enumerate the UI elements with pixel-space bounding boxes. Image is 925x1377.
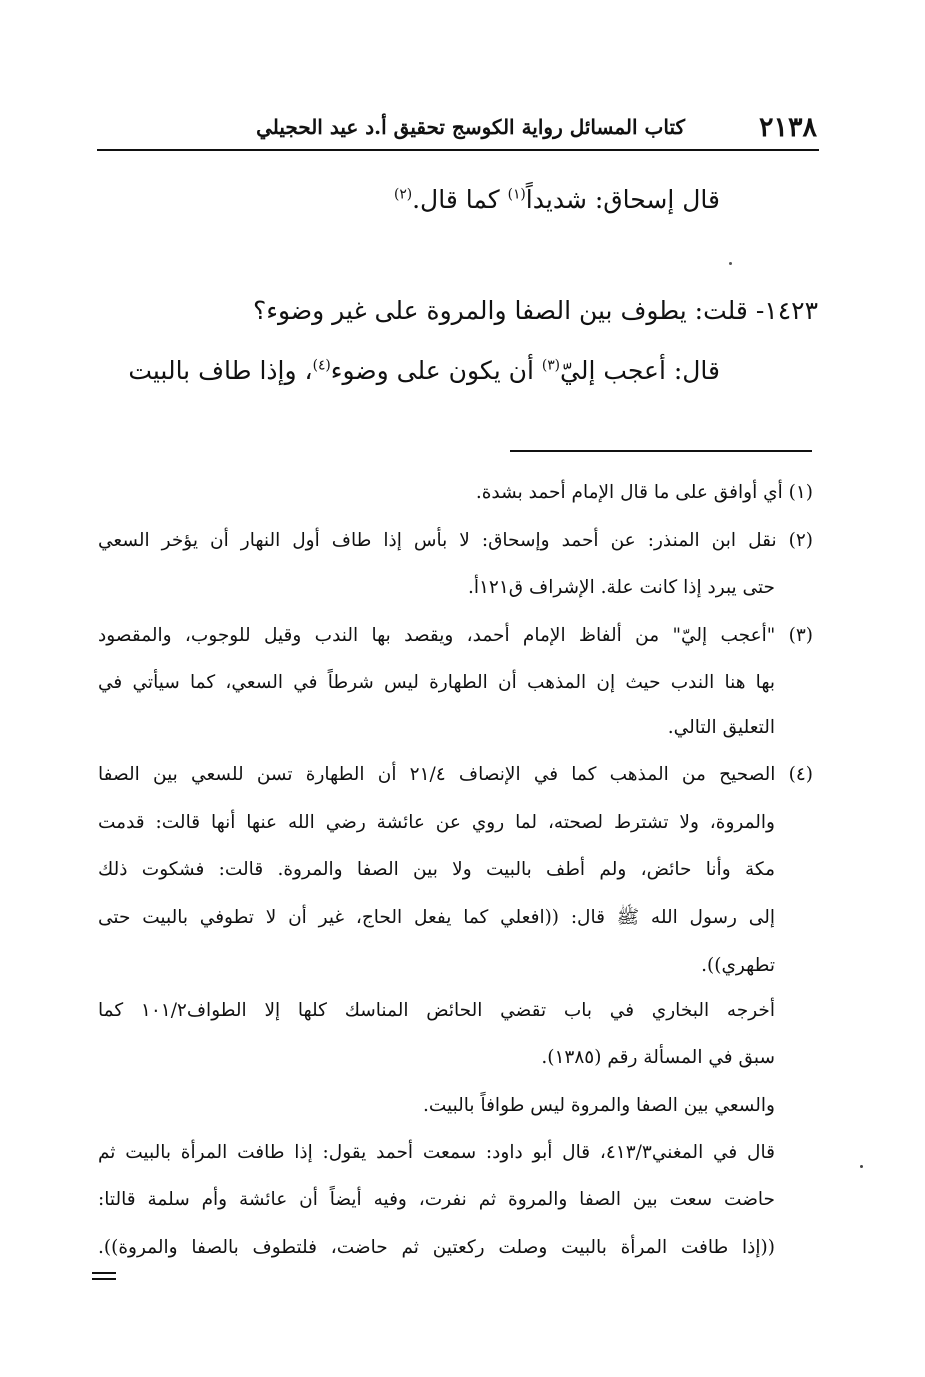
main-line-1-text-b: كما قال. [412,185,508,214]
question-1423: ١٤٢٣- قلت: يطوف بين الصفا والمروة على غير وضوء؟ [252,296,818,325]
footnote-3-line-3: التعليق التالي. [667,717,775,738]
continuation-mark-top [92,1272,116,1274]
footnote-2-line-1: (٢) نقل ابن المنذر: عن أحمد وإسحاق: لا بأس إذا طاف أول النهار أن يؤخر السعي [98,530,813,551]
footnote-4-line-8: والسعي بين الصفا والمروة ليس طوافاً بالبيت. [422,1095,775,1116]
footnote-ref-4: (٤) [312,357,331,374]
footnote-4-line-10: حاضت سعت بين الصفا والمروة ثم نفرت، وفيه أيضاً أن عائشة وأم سلمة قالتا: [98,1189,775,1210]
footnote-4-line-5: تطهري)). [701,955,775,976]
main-line-3-text-b: أن يكون على وضوء [330,356,542,385]
scan-speck [729,262,732,265]
footnote-ref-2: (٢) [393,186,413,203]
main-line-3-text-a: قال: أعجب إليّ [560,356,720,385]
footnote-3-line-1: (٣) "أعجب إليّ" من ألفاظ الإمام أحمد، ويقصد بها الندب وقيل للوجوب، والمقصود [98,625,813,646]
footnote-ref-3: (٣) [541,357,560,374]
footnote-4-line-3: مكة وأنا حائض، ولم أطف بالبيت ولا بين الصفا والمروة. قالت: فشكوت ذلك [98,859,775,880]
header-rule [97,149,819,151]
main-line-1 [330,185,720,214]
running-header-title: كتاب المسائل رواية الكوسج تحقيق أ.د عيد الحجيلي [256,115,685,139]
footnote-4-line-7: سبق في المسألة رقم (١٣٨٥). [541,1047,775,1068]
footnote-4-line-11: ((إذا طافت المرأة بالبيت وصلت ركعتين ثم حاضت، فلتطوف بالصفا والمروة)). [98,1237,775,1258]
continuation-mark-bottom [92,1278,116,1280]
footnote-4-line-6: أخرجه البخاري في باب تقضي الحائض المناسك كلها إلا الطواف١٠١/٢ كما [98,1000,775,1021]
page-number: ٢١٣٨ [758,112,817,143]
footnote-4-line-1: (٤) الصحيح من المذهب كما في الإنصاف ٢١/٤ أن الطهارة تسن للسعي بين الصفا [98,764,813,785]
footnote-4-line-9: قال في المغني٤١٣/٣، قال أبو داود: سمعت أحمد يقول: إذا طافت المرأة بالبيت ثم [98,1142,775,1163]
footnote-2-line-2: حتى يبرد إذا كانت علة. الإشراف ق١٢١أ. [467,577,775,598]
scan-speck-2 [860,1165,863,1168]
main-line-3-text-c: ، وإذا طاف بالبيت [128,356,313,385]
footnote-3-line-2: بها هنا الندب حيث إن المذهب أن الطهارة ليس شرطاً في السعي، كما سيأتي في [98,672,775,693]
footnote-4-line-4: إلى رسول الله ﷺ قال: ((افعلي كما يفعل الحاج، غير أن لا تطوفي بالبيت حتى [98,907,775,928]
main-line-3 [98,356,720,385]
main-line-1-text-a: قال إسحاق: شديداً [525,185,720,214]
footnote-separator [510,450,812,452]
footnote-4-line-2: والمروة، ولا تشترط لصحته، لما روي عن عائشة رضي الله عنها أنها قالت: قدمت [98,812,775,833]
footnote-ref-1: (١) [507,186,526,203]
footnote-1-line-1: (١) أي أوافق على ما قال الإمام أحمد بشدة. [475,482,813,503]
